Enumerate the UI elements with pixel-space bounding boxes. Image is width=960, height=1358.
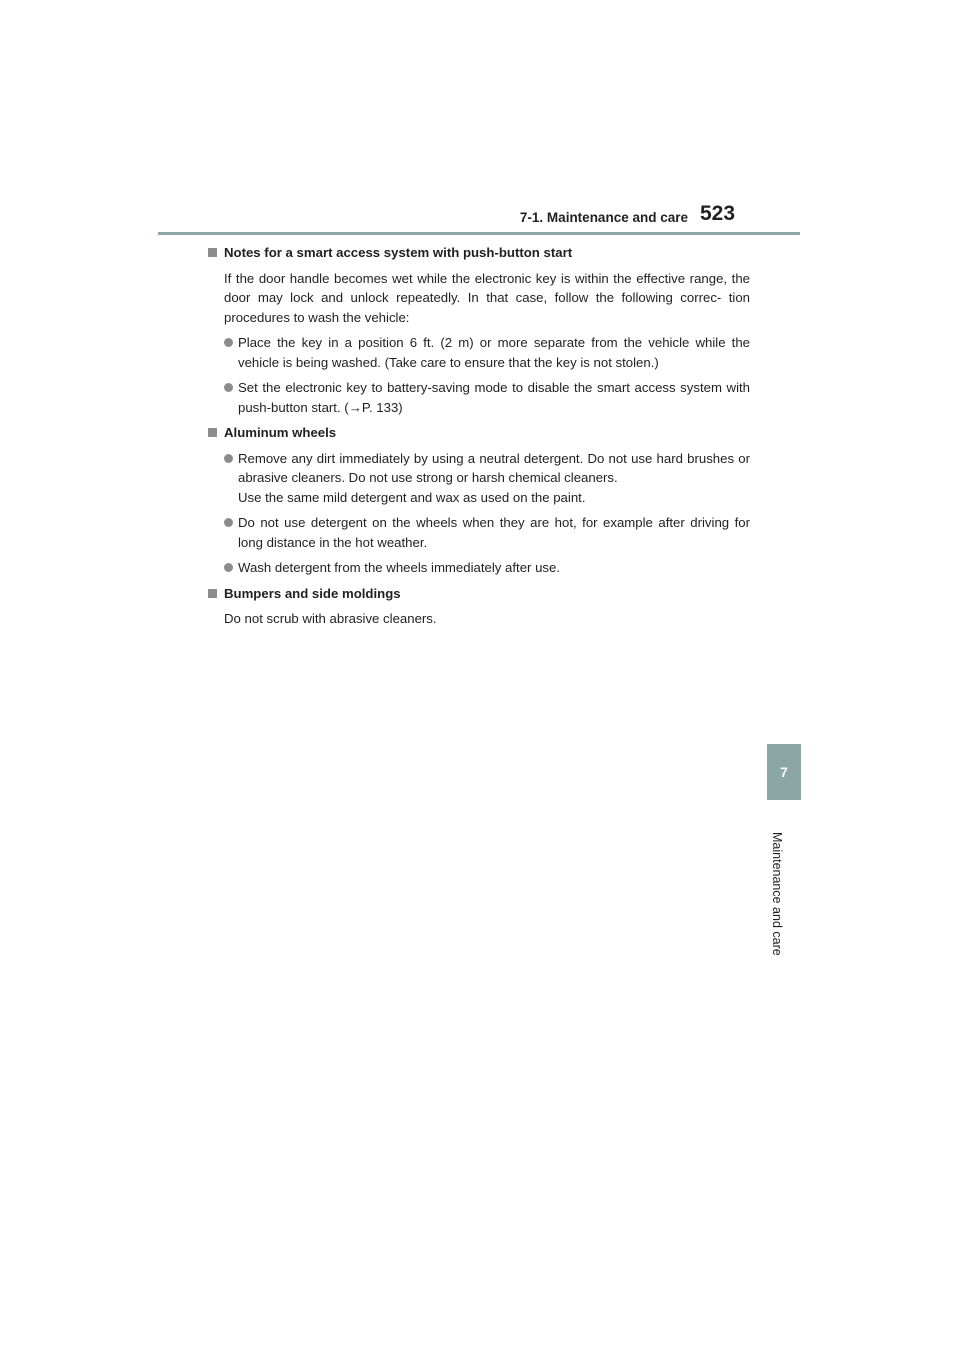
bullet-item bbox=[208, 449, 750, 508]
chapter-tab bbox=[767, 744, 801, 800]
circle-bullet-icon bbox=[224, 454, 233, 463]
paragraph-text: If the door handle becomes wet while the electronic key is within the effective range, the door may lock and unlock repeatedly. In that case, follow the following correc- tion procedures to wash the vehicle: bbox=[224, 270, 750, 325]
chapter-number: 7 bbox=[780, 764, 788, 780]
bullet-text: Remove any dirt immediately by using a neutral detergent. Do not use hard brushes or abrasive cleaners. Do not use strong or harsh chemical cleaners. bbox=[238, 450, 750, 485]
section-paragraph bbox=[208, 269, 750, 328]
section-heading-text: Aluminum wheels bbox=[224, 425, 337, 440]
bullet-text: Place the key in a position 6 ft. (2 m) or more separate from the vehicle while the vehicle is being washed. (Take care to ensure that the key is not stolen.) bbox=[238, 335, 750, 370]
circle-bullet-icon bbox=[224, 338, 233, 347]
bullet-text: Do not use detergent on the wheels when they are hot, for example after driving for long distance in the hot weather. bbox=[238, 515, 750, 550]
section-heading bbox=[208, 423, 750, 443]
bullet-text: Wash detergent from the wheels immediately after use. bbox=[238, 560, 561, 575]
square-bullet-icon bbox=[208, 589, 217, 598]
page-number: 523 bbox=[700, 202, 736, 225]
running-header-section: 7-1. Maintenance and care bbox=[519, 210, 688, 225]
section-heading-text: Notes for a smart access system with push-button start bbox=[224, 245, 573, 260]
bullet-item bbox=[208, 333, 750, 372]
page-content bbox=[208, 243, 750, 635]
circle-bullet-icon bbox=[224, 563, 233, 572]
bullet-item bbox=[208, 378, 750, 417]
section-heading bbox=[208, 243, 750, 263]
square-bullet-icon bbox=[208, 428, 217, 437]
square-bullet-icon bbox=[208, 248, 217, 257]
circle-bullet-icon bbox=[224, 518, 233, 527]
bullet-item bbox=[208, 558, 750, 578]
paragraph-text: Do not scrub with abrasive cleaners. bbox=[224, 611, 437, 626]
section-heading bbox=[208, 584, 750, 604]
bullet-item bbox=[208, 513, 750, 552]
bullet-text: Set the electronic key to battery-saving mode to disable the smart access system with push-button start. (→P. 133) bbox=[238, 380, 750, 415]
section-heading-text: Bumpers and side moldings bbox=[224, 585, 401, 601]
header-rule bbox=[158, 232, 800, 235]
section-paragraph bbox=[208, 609, 750, 629]
circle-bullet-icon bbox=[224, 383, 233, 392]
chapter-title: Maintenance and care bbox=[770, 832, 784, 956]
bullet-extra-text: Use the same mild detergent and wax as used on the paint. bbox=[238, 489, 586, 505]
